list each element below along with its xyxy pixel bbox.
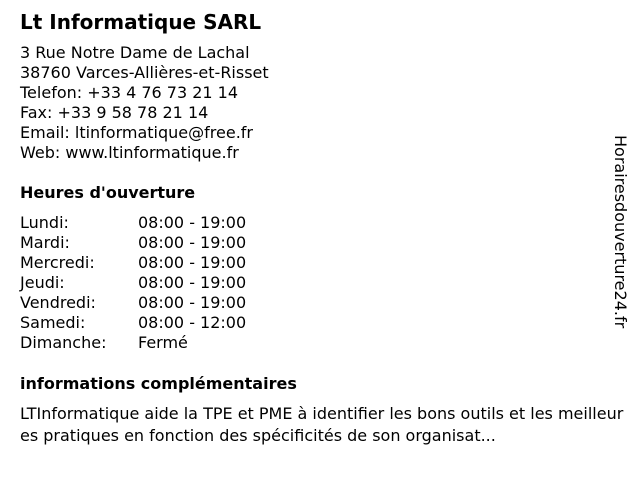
day-label: Jeudi: xyxy=(20,273,65,292)
day-label: Samedi: xyxy=(20,313,86,332)
address-line-2: 38760 Varces-Allières-et-Risset xyxy=(20,63,269,82)
website-url: Web: www.ltinformatique.fr xyxy=(20,143,239,162)
day-label: Dimanche: xyxy=(20,333,107,352)
time-range: 08:00 - 12:00 xyxy=(138,313,247,332)
additional-info-heading: informations complémentaires xyxy=(20,374,297,393)
additional-info-text: LTInformatique aide la TPE et PME à identifier les bons outils et les meilleures pratiques en fonction des spécificités de son organisat... xyxy=(20,404,624,445)
day-label: Mardi: xyxy=(20,233,70,252)
time-range: Fermé xyxy=(138,333,188,352)
day-label: Mercredi: xyxy=(20,253,95,272)
day-label: Lundi: xyxy=(20,213,69,232)
time-range: 08:00 - 19:00 xyxy=(138,233,247,252)
time-range: 08:00 - 19:00 xyxy=(138,293,247,312)
time-range: 08:00 - 19:00 xyxy=(138,273,247,292)
address-line-1: 3 Rue Notre Dame de Lachal xyxy=(20,43,250,62)
day-label: Vendredi: xyxy=(20,293,96,312)
company-name: Lt Informatique SARL xyxy=(20,10,262,34)
time-range: 08:00 - 19:00 xyxy=(138,253,247,272)
time-range: 08:00 - 19:00 xyxy=(138,213,247,232)
company-contact-block xyxy=(20,43,269,163)
email-address: Email: ltinformatique@free.fr xyxy=(20,123,253,142)
phone-number: Telefon: +33 4 76 73 21 14 xyxy=(20,83,239,102)
opening-hours-heading: Heures d'ouverture xyxy=(20,183,196,202)
site-watermark: Horairesdouverture24.fr xyxy=(611,135,630,329)
fax-number: Fax: +33 9 58 78 21 14 xyxy=(20,103,209,122)
